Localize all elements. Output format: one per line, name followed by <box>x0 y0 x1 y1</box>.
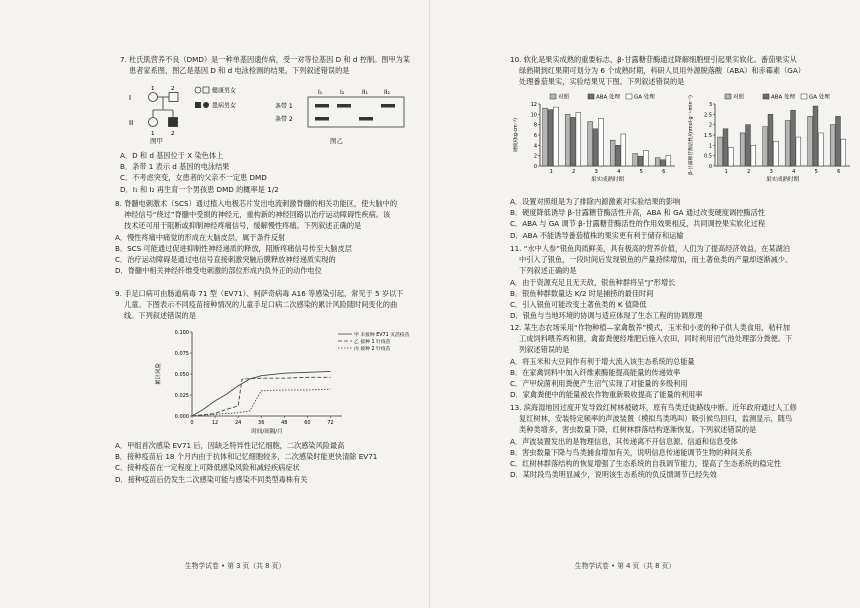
legend-swatch-3 <box>801 94 807 99</box>
q9-options <box>115 440 425 485</box>
q13-line-3: 类种类增多，害虫数量下降，红树林群落结构逐渐恢复。下列叙述错误的是 <box>519 425 757 435</box>
q7-option-a: A．D 和 d 基因位于 X 染色体上 <box>120 151 224 160</box>
svg-text:II₁: II₁ <box>362 89 368 96</box>
y-tick-label: 2.5 <box>704 112 712 119</box>
bar-2-6 <box>661 160 666 166</box>
q9-line-1: 9. 手足口病可由肠道病毒 71 型（EV71）、柯萨奇病毒 A16 等感染引起，常见于 5 岁以下 <box>115 289 404 298</box>
q9-line-3: 线。下列叙述错误的是 <box>124 311 196 321</box>
q9-option-a: A．甲组首次感染 EV71 后，因缺乏特异性记忆细胞，二次感染风险最高 <box>115 441 345 450</box>
bar-1-1 <box>543 108 548 166</box>
y-axis-label: 累计风险 <box>156 362 162 386</box>
bar-1-6 <box>830 125 835 166</box>
q13-line-2: 复红树林，安装特定频率的声波装置（模拟鸟类鸣叫）吸引候鸟回归，监测显示，随鸟 <box>519 414 793 424</box>
y-tick-label: 0.025 <box>174 393 189 399</box>
q10-option-c: C．ABA 与 GA 调节 β-甘露糖苷酶活性的作用效果相反，共同调控果实软化过程 <box>510 219 766 229</box>
bar-1-3 <box>588 122 593 166</box>
q10-line-2: 绿熟期到红果期可划分为 6 个成熟时期，科研人员用外源脱落酸（ABA）和赤霉素（GA） <box>519 66 805 76</box>
question-12 <box>510 322 855 400</box>
gen-1-label: I <box>129 94 132 102</box>
bar-3-6 <box>666 156 671 166</box>
x-tick-label: 24 <box>234 420 242 426</box>
bar-3-4 <box>796 137 801 166</box>
q10-option-b: B．硬度降低诱导 β-甘露糖苷酶活性升高，ABA 和 GA 通过改变硬度调控酶活性 <box>510 208 765 218</box>
x-tick-label: 0 <box>190 420 194 426</box>
q10-line-1: 10. 软化是果实成熟的重要标志，β-甘露糖苷酶通过降解细胞壁引起果实软化。番茄果实从 <box>510 55 797 64</box>
x-tick-label: 72 <box>327 420 334 426</box>
svg-text:1: 1 <box>151 131 155 137</box>
q9-option-d: D．接种疫苗后仍发生二次感染可能与感染不同类型毒株有关 <box>115 474 308 484</box>
question-8 <box>115 198 425 276</box>
y-tick-label: 2 <box>708 122 712 129</box>
q11-option-d: D．银鱼与当地环境的协调与适应体现了生态工程的协调原理 <box>510 311 703 321</box>
q11-line-1: 11. “水中人参”银鱼肉质鲜美，具有极高的营养价值，人们为了提高经济效益，在某湖泊 <box>510 244 790 253</box>
y-tick-label: 0.100 <box>174 330 189 336</box>
x-axis-label: 果实成熟时期 <box>590 177 625 183</box>
y-tick-label: 10 <box>530 112 537 119</box>
x-tick-label: 5 <box>639 169 643 175</box>
y-tick-label: 4 <box>533 143 537 150</box>
svg-text:1: 1 <box>151 86 155 92</box>
legend-label-1: 甲 未接种 EV71 灭活疫苗 <box>354 333 410 338</box>
q8-line-1: 8. 脊髓电刺激术（SCS）通过植入电极芯片发出电流刺激脊髓的相关功能区，使大脑中的 <box>115 199 398 208</box>
bar-1-3 <box>763 127 768 166</box>
x-tick-label: 4 <box>792 169 796 175</box>
question-11 <box>510 243 855 321</box>
x-tick-label: 6 <box>837 169 841 175</box>
q9-option-c: C．接种疫苗在一定程度上可降低感染风险和减轻疾病症状 <box>115 463 300 473</box>
band-1-label: 条带 1 <box>275 103 293 110</box>
legend-affected: 患病男女 <box>212 102 237 110</box>
q12-option-d: D．家禽粪便中的能量被农作物重新吸收提高了能量的利用率 <box>510 390 703 400</box>
q13-option-a: A．声波装置发出的是物理信息，其传递离不开信息源、信道和信息受体 <box>510 436 738 446</box>
bar-3-1 <box>728 147 733 166</box>
q10-option-a: A．设置对照组是为了排除内源激素对实验结果的影响 <box>510 197 681 206</box>
q7-stem-2: 患者家系图，图乙是基因 D 和 d 电泳检测的结果。下列叙述错误的是 <box>129 66 350 76</box>
question-10 <box>510 54 850 88</box>
bar-1-5 <box>633 154 638 166</box>
bar-3-1 <box>553 107 558 166</box>
bar-3-3 <box>773 141 778 166</box>
y-tick-label: 0 <box>708 164 712 170</box>
x-tick-label: 36 <box>258 420 265 426</box>
bar-2-3 <box>768 114 773 166</box>
bar-3-2 <box>576 112 581 166</box>
x-tick-label: 3 <box>594 169 598 175</box>
question-7 <box>120 54 420 76</box>
y-tick-label: 0.000 <box>174 414 189 420</box>
q8-option-c: C．治疗运动障碍是通过电信号直接刺激突触后膜释放神经递质实现的 <box>115 255 336 265</box>
x-tick-label: 4 <box>617 169 621 175</box>
x-tick-label: 12 <box>211 420 219 426</box>
y-tick-label: 6 <box>533 133 537 139</box>
pedigree-figure <box>125 80 255 140</box>
bar-2-1 <box>723 129 728 166</box>
band-2-label: 条带 2 <box>275 116 293 123</box>
q11-option-a: A．由于资源充足且无天敌，银鱼种群将呈“J”形增长 <box>510 277 676 287</box>
y-tick-label: 3 <box>708 102 712 108</box>
x-tick-label: 1 <box>724 169 728 175</box>
legend-normal: 健康男女 <box>212 87 237 95</box>
q7-option-d: D．I₁ 和 I₂ 再生育一个男孩患 DMD 的概率是 1/2 <box>120 184 279 194</box>
q12-line-3: 列叙述错误的是 <box>519 345 570 355</box>
bar-2-1 <box>548 110 553 166</box>
y-tick-label: 1 <box>708 143 712 150</box>
x-tick-label: 6 <box>662 169 666 175</box>
y-tick-label: 0.075 <box>174 351 189 357</box>
q11-option-c: C．引入银鱼可能改变土著鱼类的 K 值降低 <box>510 300 647 310</box>
y-tick-label: 0 <box>533 164 537 170</box>
legend-swatch-1 <box>725 94 731 99</box>
bar-3-6 <box>841 139 846 166</box>
q10-option-d: D．ABA 不能诱导番茄植株的果实更有利于储存和运输 <box>510 230 684 240</box>
bar-1-4 <box>785 121 790 166</box>
svg-text:II₂: II₂ <box>384 89 390 96</box>
q9-option-b: B．接种疫苗后 18 个月内由于抗体和记忆细胞较多，二次感染时能更快清除 EV71 <box>115 452 378 462</box>
legend-swatch-3 <box>626 94 632 99</box>
legend-label-1: 对照 <box>558 94 570 101</box>
q7-options <box>120 150 420 195</box>
legend-swatch-1 <box>550 94 556 99</box>
x-axis-label: 果实成熟时期 <box>765 177 800 183</box>
q11-line-3: 下列叙述正确的是 <box>519 266 577 276</box>
bar-1-6 <box>655 158 660 166</box>
pedigree-II2 <box>169 118 178 127</box>
q9-line-2: 儿童。下图表示不同疫苗接种情况的儿童手足口病二次感染的累计风险随时间变化的曲 <box>124 300 398 310</box>
bar-2-5 <box>638 156 643 166</box>
bar-1-4 <box>610 140 615 166</box>
q7-option-b: B．条带 1 表示 d 基因的电泳结果 <box>120 162 230 172</box>
q12-option-a: A．将玉米和大豆间作有利于增大流入该生态系统的总能量 <box>510 356 695 366</box>
svg-text:I₁: I₁ <box>318 89 323 96</box>
bar-3-2 <box>751 145 756 166</box>
bar-2-4 <box>616 145 621 166</box>
y-tick-label: 0.050 <box>174 372 189 378</box>
bar-2-5 <box>813 106 818 166</box>
x-tick-label: 60 <box>304 420 311 426</box>
y-axis-label: β-甘露糖苷酶活性/(nmol·g⁻¹·min⁻¹) <box>689 95 694 175</box>
bar-2-4 <box>791 110 796 166</box>
q12-option-c: C．产甲烷菌利用粪便产生沼气实现了对能量的多级利用 <box>510 379 688 389</box>
q7-option-c: C．不考虑突变，女患者的父亲不一定患 DMD <box>120 173 267 183</box>
q8-option-a: A．慢性疼痛中痛觉的形成在大脑皮层，属于条件反射 <box>115 232 286 242</box>
y-tick-label: 8 <box>533 122 537 129</box>
x-tick-label: 2 <box>572 169 576 175</box>
bar-1-2 <box>565 114 570 166</box>
y-axis-label: 硬度/(kg·cm⁻²) <box>514 117 519 153</box>
q11-line-2: 中引入了银鱼，一段时间后发现银鱼的产量持续增加，而土著鱼类的产量却逐渐减少。 <box>519 255 793 265</box>
q8-option-b: B．SCS 可能通过促进抑制性神经递质的释放，阻断疼痛信号传至大脑皮层 <box>115 243 352 253</box>
x-tick-label: 5 <box>814 169 818 175</box>
bar-2-2 <box>746 125 751 166</box>
q13-option-d: D．某时段鸟类明显减少，说明该生态系统的负反馈调节已经失效 <box>510 470 717 480</box>
y-tick-label: 2 <box>533 153 537 160</box>
legend-label-2: ABA 处理 <box>596 94 621 101</box>
bar-1-5 <box>808 116 813 166</box>
question-9 <box>115 288 425 322</box>
gen-2-label: II <box>129 119 134 127</box>
q13-line-1: 13. 滨海湿地因过度开发导致红树林被破坏，原有鸟类迁徙路线中断。近年政府通过人工修 <box>510 403 797 412</box>
bar-3-3 <box>598 118 603 166</box>
right-page <box>430 0 860 608</box>
q10-hardness-chart <box>510 92 685 192</box>
q8-option-d: D．脊髓中相关神经纤维受电刺激的部位形成内负外正的动作电位 <box>115 266 322 276</box>
question-13 <box>510 402 855 480</box>
q12-line-1: 12. 某生态农场采用“作物种植—家禽散养”模式，玉米和小麦的种子供人类食用，秸秆加 <box>510 323 790 332</box>
q8-line-3: 技术还可用于阻断或抑制神经疼痛信号，缓解慢性疼痛。下列叙述正确的是 <box>124 221 362 231</box>
legend-label-2: ABA 处理 <box>771 94 796 101</box>
legend-swatch-2 <box>763 94 769 99</box>
q13-option-b: B．害虫数量下降与鸟类捕食增加有关，说明信息传递能调节生物的种间关系 <box>510 447 753 457</box>
electrophoresis-figure <box>270 86 410 136</box>
pedigree-II1 <box>149 118 158 127</box>
right-page-footer: 生物学试卷 • 第 4 页（共 8 页） <box>574 562 676 570</box>
q12-line-2: 工成饲料喂养鸡和猪，禽畜粪便经堆肥后施入农田，同时利用沼气池处理部分粪便。下 <box>519 334 793 344</box>
bar-3-5 <box>643 151 648 167</box>
q11-option-b: B．银鱼种群数量达 K/2 时是捕捞的最佳时间 <box>510 288 654 298</box>
q9-risk-chart <box>150 324 410 439</box>
q12-option-b: B．在家禽饲料中加入纤维素酶能提高能量的传递效率 <box>510 367 681 377</box>
svg-text:2: 2 <box>171 131 175 137</box>
x-tick-label: 1 <box>549 169 553 175</box>
pedigree-I1 <box>149 93 158 102</box>
q10-line-3: 处理番茄果实，实验结果见下图。下列叙述错误的是 <box>519 77 685 87</box>
q8-line-2: 神经信号“绕过”脊髓中受损的神经元，重构新的神经回路以治疗运动障碍性疾病。该 <box>124 210 391 220</box>
svg-text:I₂: I₂ <box>340 89 345 96</box>
y-tick-label: 12 <box>530 102 537 108</box>
x-tick-label: 2 <box>747 169 751 175</box>
legend-label-2: 乙 接种 1 针疫苗 <box>354 340 391 345</box>
bar-2-6 <box>836 116 841 166</box>
legend-label-3: 丙 接种 2 针疫苗 <box>354 347 391 352</box>
x-tick-label: 3 <box>769 169 773 175</box>
x-axis-label: 时间/间隔/月 <box>251 429 283 435</box>
q10-options <box>510 196 850 241</box>
q7-stem: 7. 杜氏肌营养不良（DMD）是一种单基因遗传病，受一对等位基因 D 和 d 控制。图甲为某 <box>120 55 411 64</box>
bar-3-4 <box>621 134 626 166</box>
series-line-2 <box>192 377 330 416</box>
svg-text:2: 2 <box>171 86 175 92</box>
bar-1-2 <box>740 133 745 166</box>
bar-1-1 <box>718 137 723 166</box>
bar-2-3 <box>593 129 598 166</box>
y-tick-label: 0.5 <box>704 153 712 160</box>
fig-a-caption: 图甲 <box>150 137 163 145</box>
pedigree-I2 <box>169 93 178 102</box>
legend-label-3: GA 处理 <box>809 94 830 101</box>
x-tick-label: 48 <box>281 420 288 426</box>
q13-option-c: C．红树林群落结构的恢复增强了生态系统的自我调节能力，提高了生态系统的稳定性 <box>510 459 781 469</box>
legend-label-3: GA 处理 <box>634 94 655 101</box>
bar-3-5 <box>818 133 823 166</box>
left-page-footer: 生物学试卷 • 第 3 页（共 8 页） <box>184 562 286 570</box>
legend-label-1: 对照 <box>733 94 745 101</box>
bar-2-2 <box>571 117 576 166</box>
fig-b-caption: 图乙 <box>330 137 343 145</box>
q10-enzyme-chart <box>685 92 860 192</box>
legend-swatch-2 <box>588 94 594 99</box>
y-tick-label: 1.5 <box>704 133 712 139</box>
